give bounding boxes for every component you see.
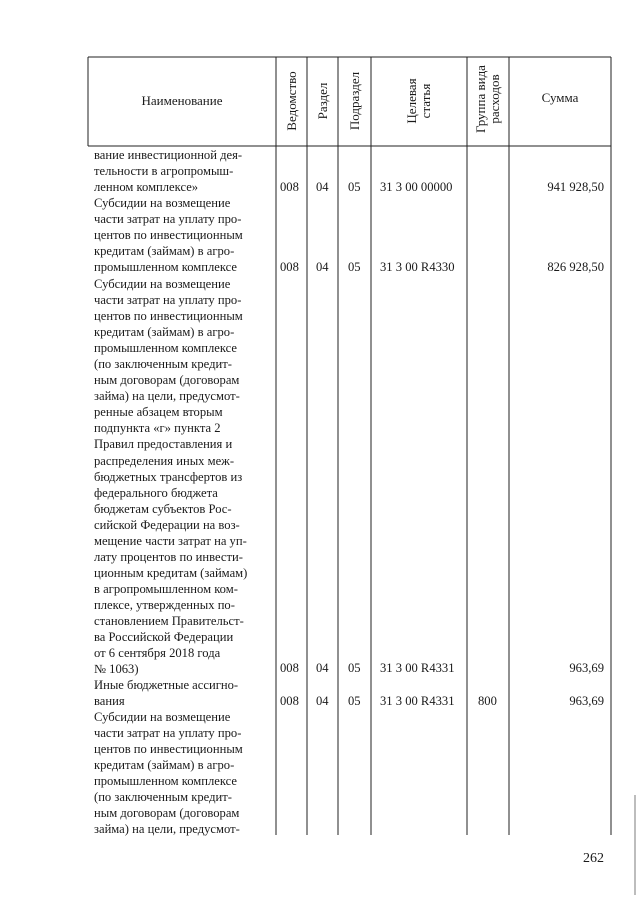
row-4-podrazdel: 05 [348, 694, 361, 708]
row-3-celevaya: 31 3 00 R4331 [380, 661, 455, 675]
row-2-summa: 826 928,50 [547, 260, 604, 274]
row-4-vedomstvo: 008 [280, 694, 299, 708]
row-3-razdel: 04 [316, 661, 329, 675]
row-1-podrazdel: 05 [348, 180, 361, 194]
row-2-razdel: 04 [316, 260, 329, 274]
row-3-podrazdel: 05 [348, 661, 361, 675]
row-1-summa: 941 928,50 [547, 180, 604, 194]
page-number: 262 [583, 851, 604, 866]
row-2-celevaya: 31 3 00 R4330 [380, 260, 455, 274]
row-1-celevaya: 31 3 00 00000 [380, 180, 453, 194]
header-summa: Сумма [541, 90, 579, 105]
row-4-celevaya: 31 3 00 R4331 [380, 694, 455, 708]
row-3-vedomstvo: 008 [280, 661, 299, 675]
header-name: Наименование [141, 93, 223, 108]
row-2-podrazdel: 05 [348, 260, 361, 274]
row-3-summa: 963,69 [569, 661, 604, 675]
row-4-name: Иные бюджетные ассигно- вания [94, 678, 239, 709]
row-2-vedomstvo: 008 [280, 260, 299, 274]
row-3-name: Субсидии на возмещение части затрат на уплату про- центов по инвестиционным кредитам (займам) в агро- промышленном комплексе (по заключенным кредит- ным договорам (договорам займа) на цели, предусмот- ренные абзацем вторым подпункта «г» пункта 2 Правил предоставления и распределения иных меж- бюджетных трансфертов из федерального бюджета бюджетам субъектов Рос- сийской Федерации на воз- мещение части затрат на уп- лату процентов по инвести- ционным кредитам (займам) в агропромышленном ком- плексе, утвержденных по- становлением Правительст- ва Российской Федерации от 6 сентября 2018 года № 1063) [94, 277, 248, 677]
row-2-name: Субсидии на возмещение части затрат на уплату про- центов по инвестиционным кредитам (займам) в агро- промышленном комплексе [94, 196, 243, 275]
row-1-razdel: 04 [316, 180, 329, 194]
row-4-razdel: 04 [316, 694, 329, 708]
row-5-name: Субсидии на возмещение части затрат на уплату про- центов по инвестиционным кредитам (займам) в агро- промышленном комплексе (по заключенным кредит- ным договорам (договорам займа) на цели, предусмот- [94, 710, 243, 837]
row-1-name: вание инвестиционной дея- тельности в агропромыш- ленном комплексе» [94, 148, 243, 195]
scan-edge-mark [634, 795, 636, 895]
row-1-vedomstvo: 008 [280, 180, 299, 194]
row-4-gruppa: 800 [478, 694, 497, 708]
row-4-summa: 963,69 [569, 694, 604, 708]
